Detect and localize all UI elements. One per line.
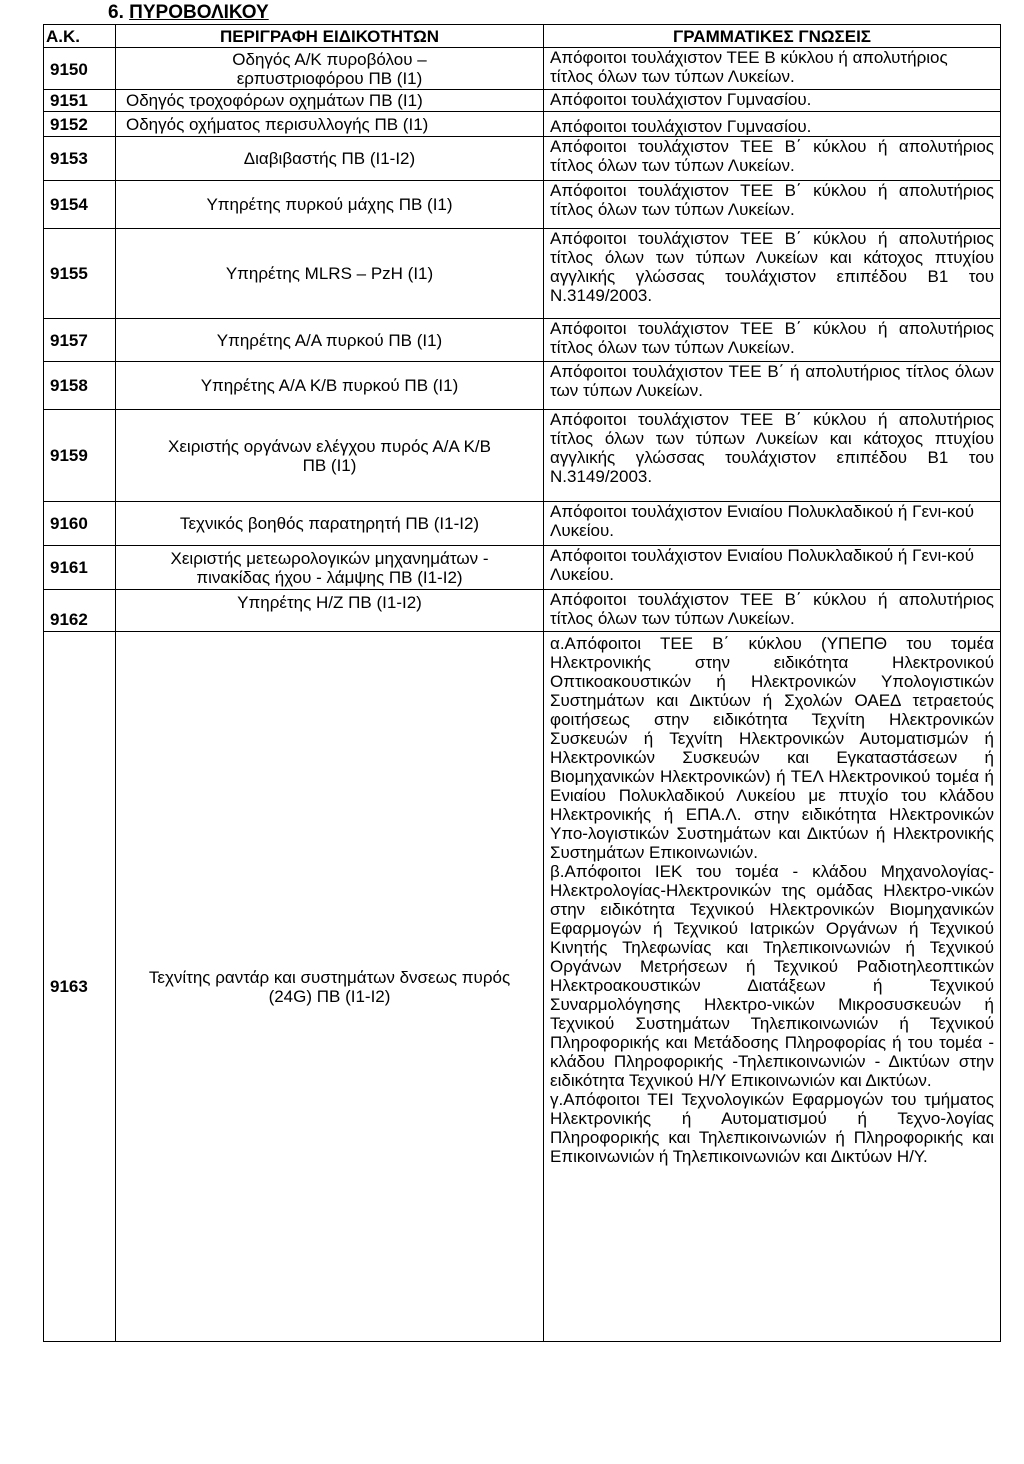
section-number: 6.: [108, 2, 124, 23]
header-requirements: ΓΡΑΜΜΑΤΙΚΕΣ ΓΝΩΣΕΙΣ: [544, 25, 1001, 48]
row-code: 9158: [44, 362, 116, 410]
table-row: [44, 112, 1001, 137]
table-row: [44, 546, 1001, 590]
table-row: [44, 229, 1001, 319]
row-description: Υπηρέτης Η/Ζ ΠΒ (Ι1-Ι2): [116, 590, 544, 632]
table-row: [44, 181, 1001, 229]
row-code: 9152: [44, 112, 116, 137]
row-requirements: Απόφοιτοι τουλάχιστον ΤΕΕ Β κύκλου ή απολυτήριος τίτλος όλων των τύπων Λυκείων.: [544, 48, 1001, 90]
table-row: [44, 502, 1001, 546]
row-description: Οδηγός Α/Κ πυροβόλου – ερπυστριοφόρου ΠΒ (Ι1): [116, 48, 544, 90]
row-requirements: Απόφοιτοι τουλάχιστον Γυμνασίου.: [544, 90, 1001, 112]
row-requirements: Απόφοιτοι τουλάχιστον Ενιαίου Πολυκλαδικού ή Γενι-κού Λυκείου.: [544, 502, 1001, 546]
row-requirements: [544, 632, 1001, 1342]
row-code: 9151: [44, 90, 116, 112]
table-header-row: [44, 25, 1001, 48]
row-description: Χειριστής μετεωρολογικών μηχανημάτων - πινακίδας ήχου - λάμψης ΠΒ (Ι1-Ι2): [116, 546, 544, 590]
row-code: 9157: [44, 319, 116, 362]
row-description: Οδηγός οχήματος περισυλλογής ΠΒ (Ι1): [116, 112, 544, 137]
row-description: Τεχνικός βοηθός παρατηρητή ΠΒ (Ι1-Ι2): [116, 502, 544, 546]
row-requirements: Απόφοιτοι τουλάχιστον ΤΕΕ Β΄ ή απολυτήριος τίτλος όλων των τύπων Λυκείων.: [544, 362, 1001, 410]
row-description: Διαβιβαστής ΠΒ (Ι1-Ι2): [116, 137, 544, 181]
row-description: Τεχνίτης ραντάρ και συστημάτων δνσεως πυρός (24G) ΠΒ (Ι1-Ι2): [116, 632, 544, 1342]
row-code: 9161: [44, 546, 116, 590]
row-description: Υπηρέτης Α/Α Κ/Β πυρκού ΠΒ (Ι1): [116, 362, 544, 410]
requirement-part-a: α.Απόφοιτοι ΤΕΕ Β΄ κύκλου (ΥΠΕΠΘ του τομέα Ηλεκτρονικής στην ειδικότητα Ηλεκτρονικού Οπτικοακουστικών ή Ηλεκτρονικών Υπολογιστικών Συστημάτων και Δικτύων ή Σχολών ΟΑΕΔ τετραετούς φοιτήσεως στην ειδικότητα Τεχνίτη Ηλεκτρονικών Συσκευών ή Τεχνίτη Ηλεκτρονικών Αυτοματισμών ή Ηλεκτρονικών Συσκευών και Εγκαταστάσεων ή Βιομηχανικών Ηλεκτρονικών) ή ΤΕΛ Ηλεκτρονικού τομέα ή Ενιαίου Πολυκλαδικού Λυκείου με πτυχίο του κλάδου Ηλεκτρονικής ή ΕΠΑ.Λ. στην ειδικότητα Ηλεκτρονικών Υπο-λογιστικών Συστημάτων και Δικτύων ή Ηλεκτρονικής Συστημάτων Επικοινωνιών.: [550, 634, 994, 862]
row-description: Χειριστής οργάνων ελέγχου πυρός Α/Α Κ/Β ΠΒ (Ι1): [116, 410, 544, 502]
row-description: Οδηγός τροχοφόρων οχημάτων ΠΒ (Ι1): [116, 90, 544, 112]
row-description: Υπηρέτης MLRS – PzH (Ι1): [116, 229, 544, 319]
row-requirements: Απόφοιτοι τουλάχιστον ΤΕΕ Β΄ κύκλου ή απολυτήριος τίτλος όλων των τύπων Λυκείων.: [544, 319, 1001, 362]
header-code: Α.Κ.: [44, 25, 116, 48]
section-title: [108, 2, 269, 24]
requirement-part-b: β.Απόφοιτοι ΙΕΚ του τομέα - κλάδου Μηχανολογίας-Ηλεκτρολογίας-Ηλεκτρονικών της ομάδας Ηλεκτρο-νικών στην ειδικότητα Τεχνικού Ηλεκτρονικών Βιομηχανικών Εφαρμογών ή Τεχνικού Ιατρικών Οργάνων ή Τεχνικού Κινητής Τηλεφωνίας και Τηλεπικοινωνιών ή Τεχνικού Οργάνων Μετρήσεων ή Τεχνικού Ραδιοτηλεοπτικών Ηλεκτροακουστικών Διατάξεων ή Τεχνικού Συναρμολόγησης Ηλεκτρο-νικών Μικροσυσκευών ή Τεχνικού Συστημάτων Τηλεπικοινωνιών ή Τεχνικού Πληροφορικής και Μετάδοσης Πληροφορίας ή του τομέα - κλάδου Πληροφορικής -Τηλεπικοινωνιών - Δικτύων στην ειδικότητα Τεχνικού Η/Υ Επικοινωνιών και Δικτύων.: [550, 862, 994, 1090]
row-code: 9153: [44, 137, 116, 181]
table-row: [44, 90, 1001, 112]
row-requirements: Απόφοιτοι τουλάχιστον ΤΕΕ Β΄ κύκλου ή απολυτήριος τίτλος όλων των τύπων Λυκείων και κάτοχος πτυχίου αγγλικής γλώσσας τουλάχιστον επιπέδου Β1 του Ν.3149/2003.: [544, 410, 1001, 502]
table-row: [44, 410, 1001, 502]
row-requirements: Απόφοιτοι τουλάχιστον ΤΕΕ Β΄ κύκλου ή απολυτήριος τίτλος όλων των τύπων Λυκείων και κάτοχος πτυχίου αγγλικής γλώσσας τουλάχιστον επιπέδου Β1 του Ν.3149/2003.: [544, 229, 1001, 319]
row-requirements: Απόφοιτοι τουλάχιστον ΤΕΕ Β΄ κύκλου ή απολυτήριος τίτλος όλων των τύπων Λυκείων.: [544, 181, 1001, 229]
row-description: Υπηρέτης πυρκού μάχης ΠΒ (Ι1): [116, 181, 544, 229]
requirement-part-c: γ.Απόφοιτοι ΤΕΙ Τεχνολογικών Εφαρμογών του τμήματος Ηλεκτρονικής ή Αυτοματισμού ή Τεχνο-λογίας Πληροφορικής και Τηλεπικοινωνιών ή Πληροφορικής και Επικοινωνιών ή Τηλεπικοινωνιών και Δικτύων Η/Υ.: [550, 1090, 994, 1166]
table-row: [44, 632, 1001, 1342]
row-requirements: Απόφοιτοι τουλάχιστον Γυμνασίου.: [544, 112, 1001, 137]
row-requirements: Απόφοιτοι τουλάχιστον ΤΕΕ Β΄ κύκλου ή απολυτήριος τίτλος όλων των τύπων Λυκείων.: [544, 590, 1001, 632]
row-code: 9154: [44, 181, 116, 229]
row-code: 9163: [44, 632, 116, 1342]
table-row: [44, 319, 1001, 362]
table-row: [44, 590, 1001, 632]
table-row: [44, 137, 1001, 181]
row-code: 9160: [44, 502, 116, 546]
section-title-text: ΠΥΡΟΒΟΛΙΚΟΥ: [129, 2, 269, 23]
row-code: 9155: [44, 229, 116, 319]
row-description: Υπηρέτης Α/Α πυρκού ΠΒ (Ι1): [116, 319, 544, 362]
row-code: 9159: [44, 410, 116, 502]
header-description: ΠΕΡΙΓΡΑΦΗ ΕΙΔΙΚΟΤΗΤΩΝ: [116, 25, 544, 48]
table-row: [44, 362, 1001, 410]
specialties-table: [43, 24, 1001, 1342]
table-row: [44, 48, 1001, 90]
row-requirements: Απόφοιτοι τουλάχιστον Ενιαίου Πολυκλαδικού ή Γενι-κού Λυκείου.: [544, 546, 1001, 590]
row-code: 9150: [44, 48, 116, 90]
row-requirements: Απόφοιτοι τουλάχιστον ΤΕΕ Β΄ κύκλου ή απολυτήριος τίτλος όλων των τύπων Λυκείων.: [544, 137, 1001, 181]
row-code: 9162: [44, 590, 116, 632]
